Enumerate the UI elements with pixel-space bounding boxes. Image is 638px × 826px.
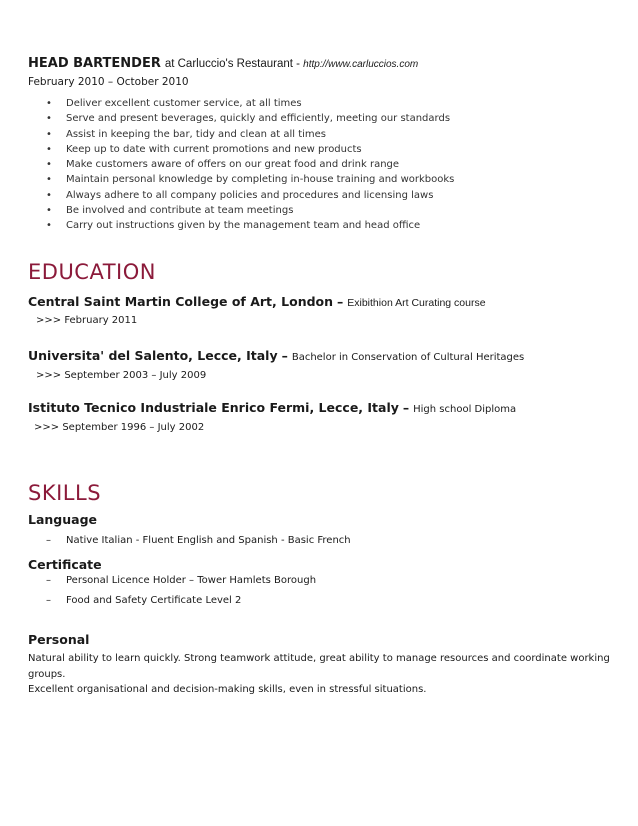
- list-item: • Carry out instructions given by the management team and head office: [28, 218, 618, 233]
- certificate-subheading: Certificate: [28, 557, 102, 572]
- list-item: • Assist in keeping the bar, tidy and clean at all times: [28, 127, 618, 142]
- degree-name: Bachelor in Conservation of Cultural Heritages: [291, 352, 525, 363]
- institution-name: Central Saint Martin College of Art, London: [28, 294, 334, 309]
- education-dates: >>> September 1996 – July 2002: [34, 422, 205, 433]
- skills-heading: SKILLS: [28, 481, 102, 505]
- job-header: [28, 54, 618, 73]
- list-item: • Be involved and contribute at team meetings: [28, 203, 618, 218]
- list-item: • Make customers aware of offers on our great food and drink range: [28, 157, 618, 172]
- education-entry: [28, 294, 628, 326]
- job-title: HEAD BARTENDER: [28, 56, 161, 71]
- education-entry: [28, 348, 628, 381]
- separator: –: [402, 400, 410, 415]
- education-heading: EDUCATION: [28, 260, 156, 284]
- degree-name: Exibithion Art Curating course: [347, 297, 486, 309]
- list-item: • Keep up to date with current promotions and new products: [28, 142, 618, 157]
- paragraph-line: Excellent organisational and decision-making skills, even in stressful situations.: [28, 684, 427, 695]
- separator: –: [281, 348, 288, 363]
- duties-list: [28, 96, 618, 234]
- list-item: – Native Italian - Fluent English and Spanish - Basic French: [28, 531, 351, 551]
- institution-name: Universita' del Salento, Lecce, Italy: [28, 348, 278, 363]
- education-entry: [28, 400, 628, 433]
- list-item: – Food and Safety Certificate Level 2: [28, 591, 316, 611]
- personal-description: [28, 651, 618, 698]
- experience-entry: [28, 54, 618, 234]
- list-item: – Personal Licence Holder – Tower Hamlets Borough: [28, 571, 316, 591]
- list-item: • Maintain personal knowledge by completing in-house training and workbooks: [28, 172, 618, 187]
- list-item: • Always adhere to all company policies and procedures and licensing laws: [28, 188, 618, 203]
- education-dates: >>> September 2003 – July 2009: [36, 370, 207, 381]
- job-dates: February 2010 – October 2010: [28, 76, 189, 88]
- language-subheading: Language: [28, 512, 98, 527]
- separator: –: [337, 294, 344, 309]
- job-employer: at Carluccio's Restaurant -: [164, 58, 304, 70]
- certificate-list: [28, 571, 316, 611]
- institution-name: Istituto Tecnico Industriale Enrico Fermi, Lecce, Italy: [28, 400, 399, 415]
- personal-subheading: Personal: [28, 632, 90, 647]
- list-item: • Deliver excellent customer service, at all times: [28, 96, 618, 111]
- language-list: [28, 531, 351, 551]
- list-item: • Serve and present beverages, quickly and efficiently, meeting our standards: [28, 111, 618, 126]
- paragraph-line: Natural ability to learn quickly. Strong teamwork attitude, great ability to manage resources and coordinate working groups.: [28, 653, 610, 680]
- employer-url[interactable]: http://www.carluccios.com: [303, 59, 419, 70]
- degree-name: High school Diploma: [413, 404, 517, 415]
- education-dates: >>> February 2011: [36, 315, 138, 326]
